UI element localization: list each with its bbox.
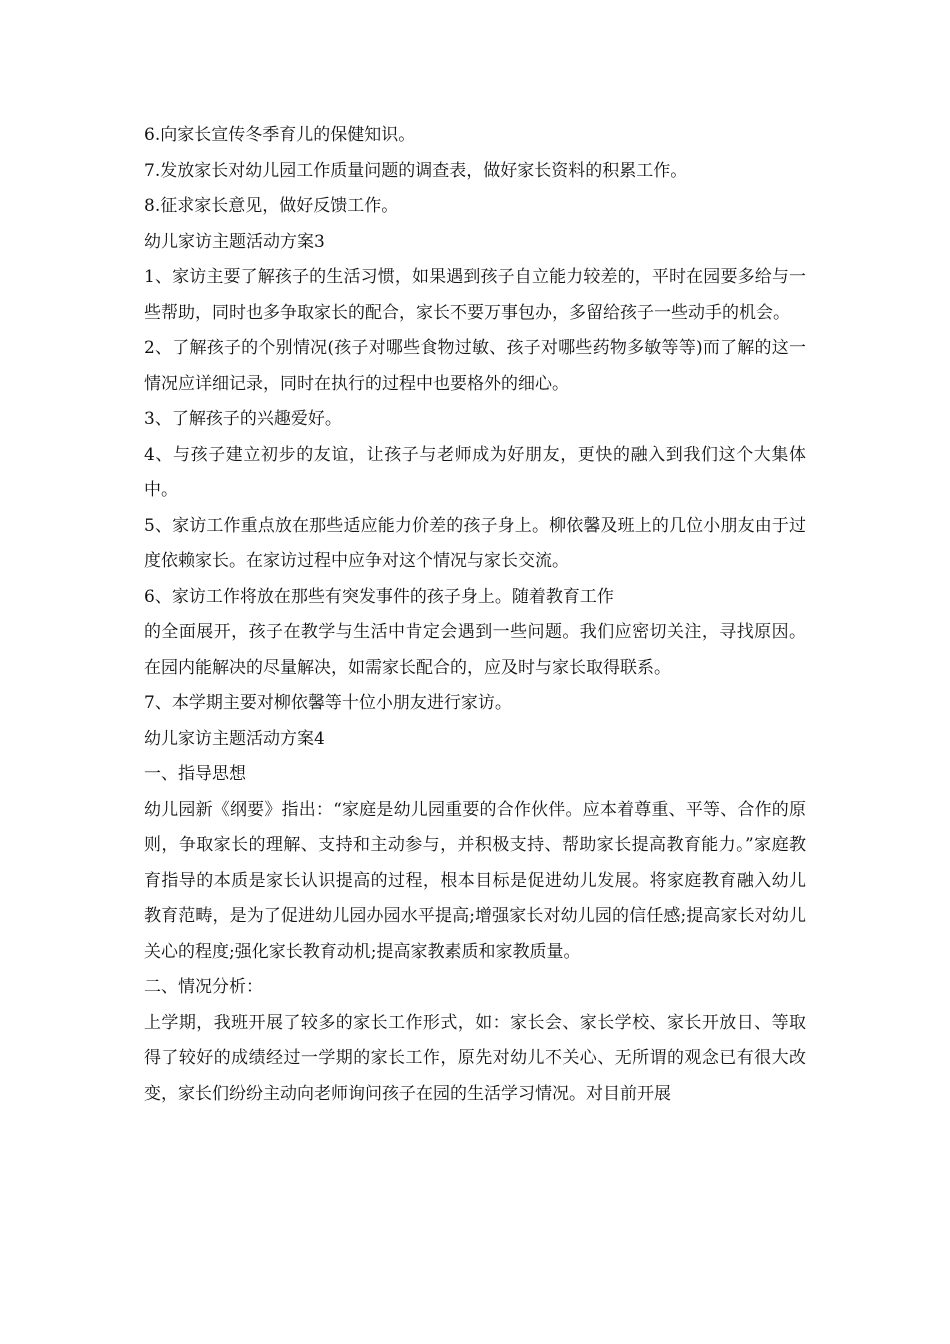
paragraph-plan3-item-6-continued: 的全面展开，孩子在教学与生活中肯定会遇到一些问题。我们应密切关注，寻找原因。在园内能解决的尽量解决，如需家长配合的，应及时与家长取得联系。 bbox=[144, 622, 806, 678]
paragraph-plan3-item-6: 6、家访工作将放在那些有突发事件的孩子身上。随着教育工作 bbox=[144, 586, 614, 607]
paragraph-plan3-item-7: 7、本学期主要对柳依馨等十位小朋友进行家访。 bbox=[144, 693, 512, 713]
section-heading-plan-3: 幼儿家访主题活动方案3 bbox=[144, 231, 325, 252]
paragraph-plan3-item-1: 1、家访主要了解孩子的生活习惯，如果遇到孩子自立能力较差的，平时在园要多给与一些帮助，同时也多争取家长的配合，家长不要万事包办，多留给孩子一些动手的机会。 bbox=[144, 267, 806, 323]
document-body bbox=[144, 118, 806, 1112]
paragraph-plan3-item-2: 2、了解孩子的个别情况(孩子对哪些食物过敏、孩子对哪些药物多敏等等)而了解的这一情况应详细记录，同时在执行的过程中也要格外的细心。 bbox=[144, 338, 806, 394]
paragraph-plan3-item-5: 5、家访工作重点放在那些适应能力价差的孩子身上。柳依馨及班上的几位小朋友由于过度依赖家长。在家访过程中应争对这个情况与家长交流。 bbox=[144, 515, 806, 571]
section-heading-plan-4: 幼儿家访主题活动方案4 bbox=[144, 728, 325, 749]
paragraph-guiding-thought: 幼儿园新《纲要》指出：“家庭是幼儿园重要的合作伙伴。应本着尊重、平等、合作的原则，争取家长的理解、支持和主动参与，并积极支持、帮助家长提高教育能力。”家庭教育指导的本质是家长认识提高的过程，根本目标是促进幼儿发展。将家庭教育融入幼儿教育范畴，是为了促进幼儿园办园水平提高;增强家长对幼儿园的信任感;提高家长对幼儿关心的程度;强化家长教育动机;提高家教素质和家教质量。 bbox=[144, 799, 806, 962]
paragraph-item-7: 7.发放家长对幼儿园工作质量问题的调查表，做好家长资料的积累工作。 bbox=[144, 160, 688, 181]
paragraph-situation-analysis: 上学期，我班开展了较多的家长工作形式，如：家长会、家长学校、家长开放日、等取得了较好的成绩经过一学期的家长工作，原先对幼儿不关心、无所谓的观念已有很大改变，家长们纷纷主动向老师询问孩子在园的生活学习情况。对目前开展 bbox=[144, 1012, 806, 1104]
paragraph-item-6: 6.向家长宣传冬季育儿的保健知识。 bbox=[144, 125, 416, 145]
paragraph-item-8: 8.征求家长意见，做好反馈工作。 bbox=[144, 196, 399, 216]
subheading-guiding-thought: 一、指导思想 bbox=[144, 764, 246, 784]
subheading-situation-analysis: 二、情况分析： bbox=[144, 977, 263, 997]
paragraph-plan3-item-3: 3、了解孩子的兴趣爱好。 bbox=[144, 409, 342, 429]
paragraph-plan3-item-4: 4、与孩子建立初步的友谊，让孩子与老师成为好朋友，更快的融入到我们这个大集体中。 bbox=[144, 444, 806, 500]
